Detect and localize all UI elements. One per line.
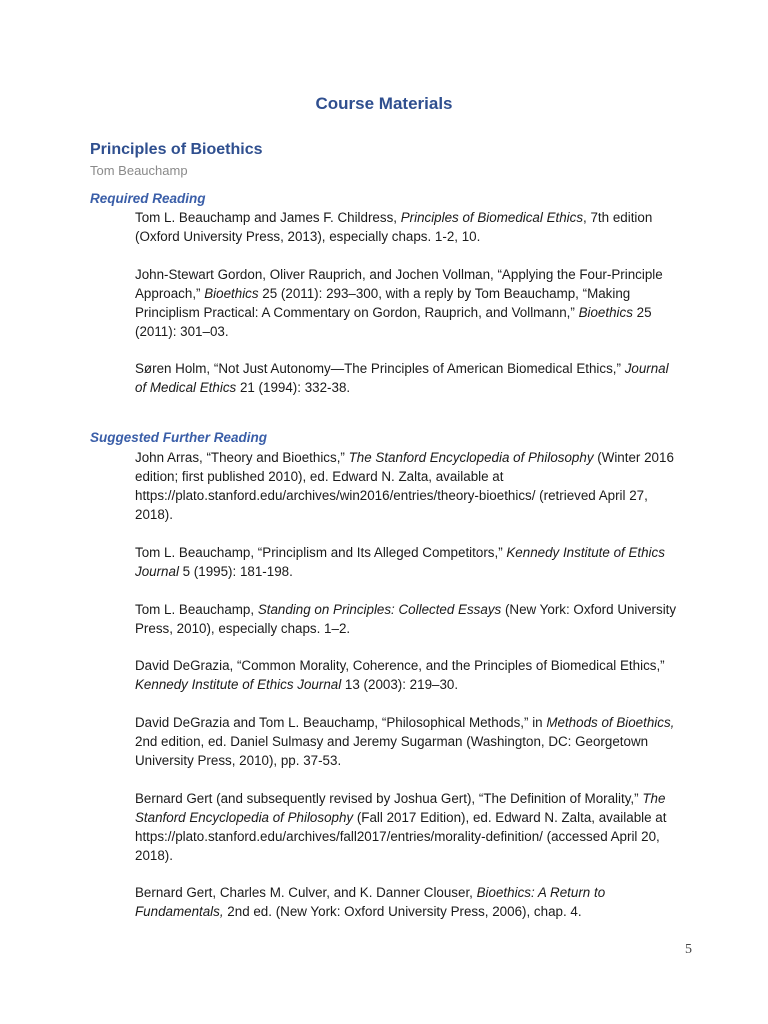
reading-entry: John-Stewart Gordon, Oliver Rauprich, and Jochen Vollman, “Applying the Four-Principle Approach,” Bioethics 25 (2011): 293–300, with a reply by Tom Beauchamp, “Making Principlism Practical: A Commentary on Gordon, Rauprich, and Vollmann,” Bioethics 25 (2011): 301–03. <box>135 267 663 339</box>
page-number: 5 <box>685 942 692 957</box>
section-author: Tom Beauchamp <box>90 163 188 178</box>
reading-entry: David DeGrazia and Tom L. Beauchamp, “Philosophical Methods,” in Methods of Bioethics, 2nd edition, ed. Daniel Sulmasy and Jeremy Sugarman (Washington, DC: Georgetown University Press, 2010), pp. 37-53. <box>135 715 675 768</box>
reading-entry: John Arras, “Theory and Bioethics,” The Stanford Encyclopedia of Philosophy (Winter 2016 edition; first published 2010), ed. Edward N. Zalta, available at https://plato.stanford.edu/archives/win2016/entries/theory-bioethics/ (retrieved April 27, 2018). <box>135 450 674 522</box>
reading-entry: David DeGrazia, “Common Morality, Coherence, and the Principles of Biomedical Ethics,” Kennedy Institute of Ethics Journal 13 (2003): 219–30. <box>135 658 665 692</box>
reading-entry: Søren Holm, “Not Just Autonomy—The Principles of American Biomedical Ethics,” Journal of Medical Ethics 21 (1994): 332-38. <box>135 361 669 395</box>
reading-entry: Tom L. Beauchamp, “Principlism and Its Alleged Competitors,” Kennedy Institute of Ethics Journal 5 (1995): 181-198. <box>135 545 665 579</box>
further-reading-heading: Suggested Further Reading <box>90 430 268 445</box>
reading-entry: Tom L. Beauchamp and James F. Childress, Principles of Biomedical Ethics, 7th edition (Oxford University Press, 2013), especially chaps. 1-2, 10. <box>135 210 653 244</box>
reading-entry: Bernard Gert (and subsequently revised by Joshua Gert), “The Definition of Morality,” The Stanford Encyclopedia of Philosophy (Fall 2017 Edition), ed. Edward N. Zalta, available at https://plato.stanford.edu/archives/fall2017/entries/morality-definition/ (accessed April 20, 2018). <box>135 791 667 863</box>
required-reading-heading: Required Reading <box>90 191 206 206</box>
section-title: Principles of Bioethics <box>90 141 263 158</box>
reading-entry: Tom L. Beauchamp, Standing on Principles: Collected Essays (New York: Oxford University Press, 2010), especially chaps. 1–2. <box>135 602 677 636</box>
reading-entry: Bernard Gert, Charles M. Culver, and K. Danner Clouser, Bioethics: A Return to Fundamentals, 2nd ed. (New York: Oxford University Press, 2006), chap. 4. <box>135 885 606 919</box>
page-title: Course Materials <box>315 94 453 113</box>
